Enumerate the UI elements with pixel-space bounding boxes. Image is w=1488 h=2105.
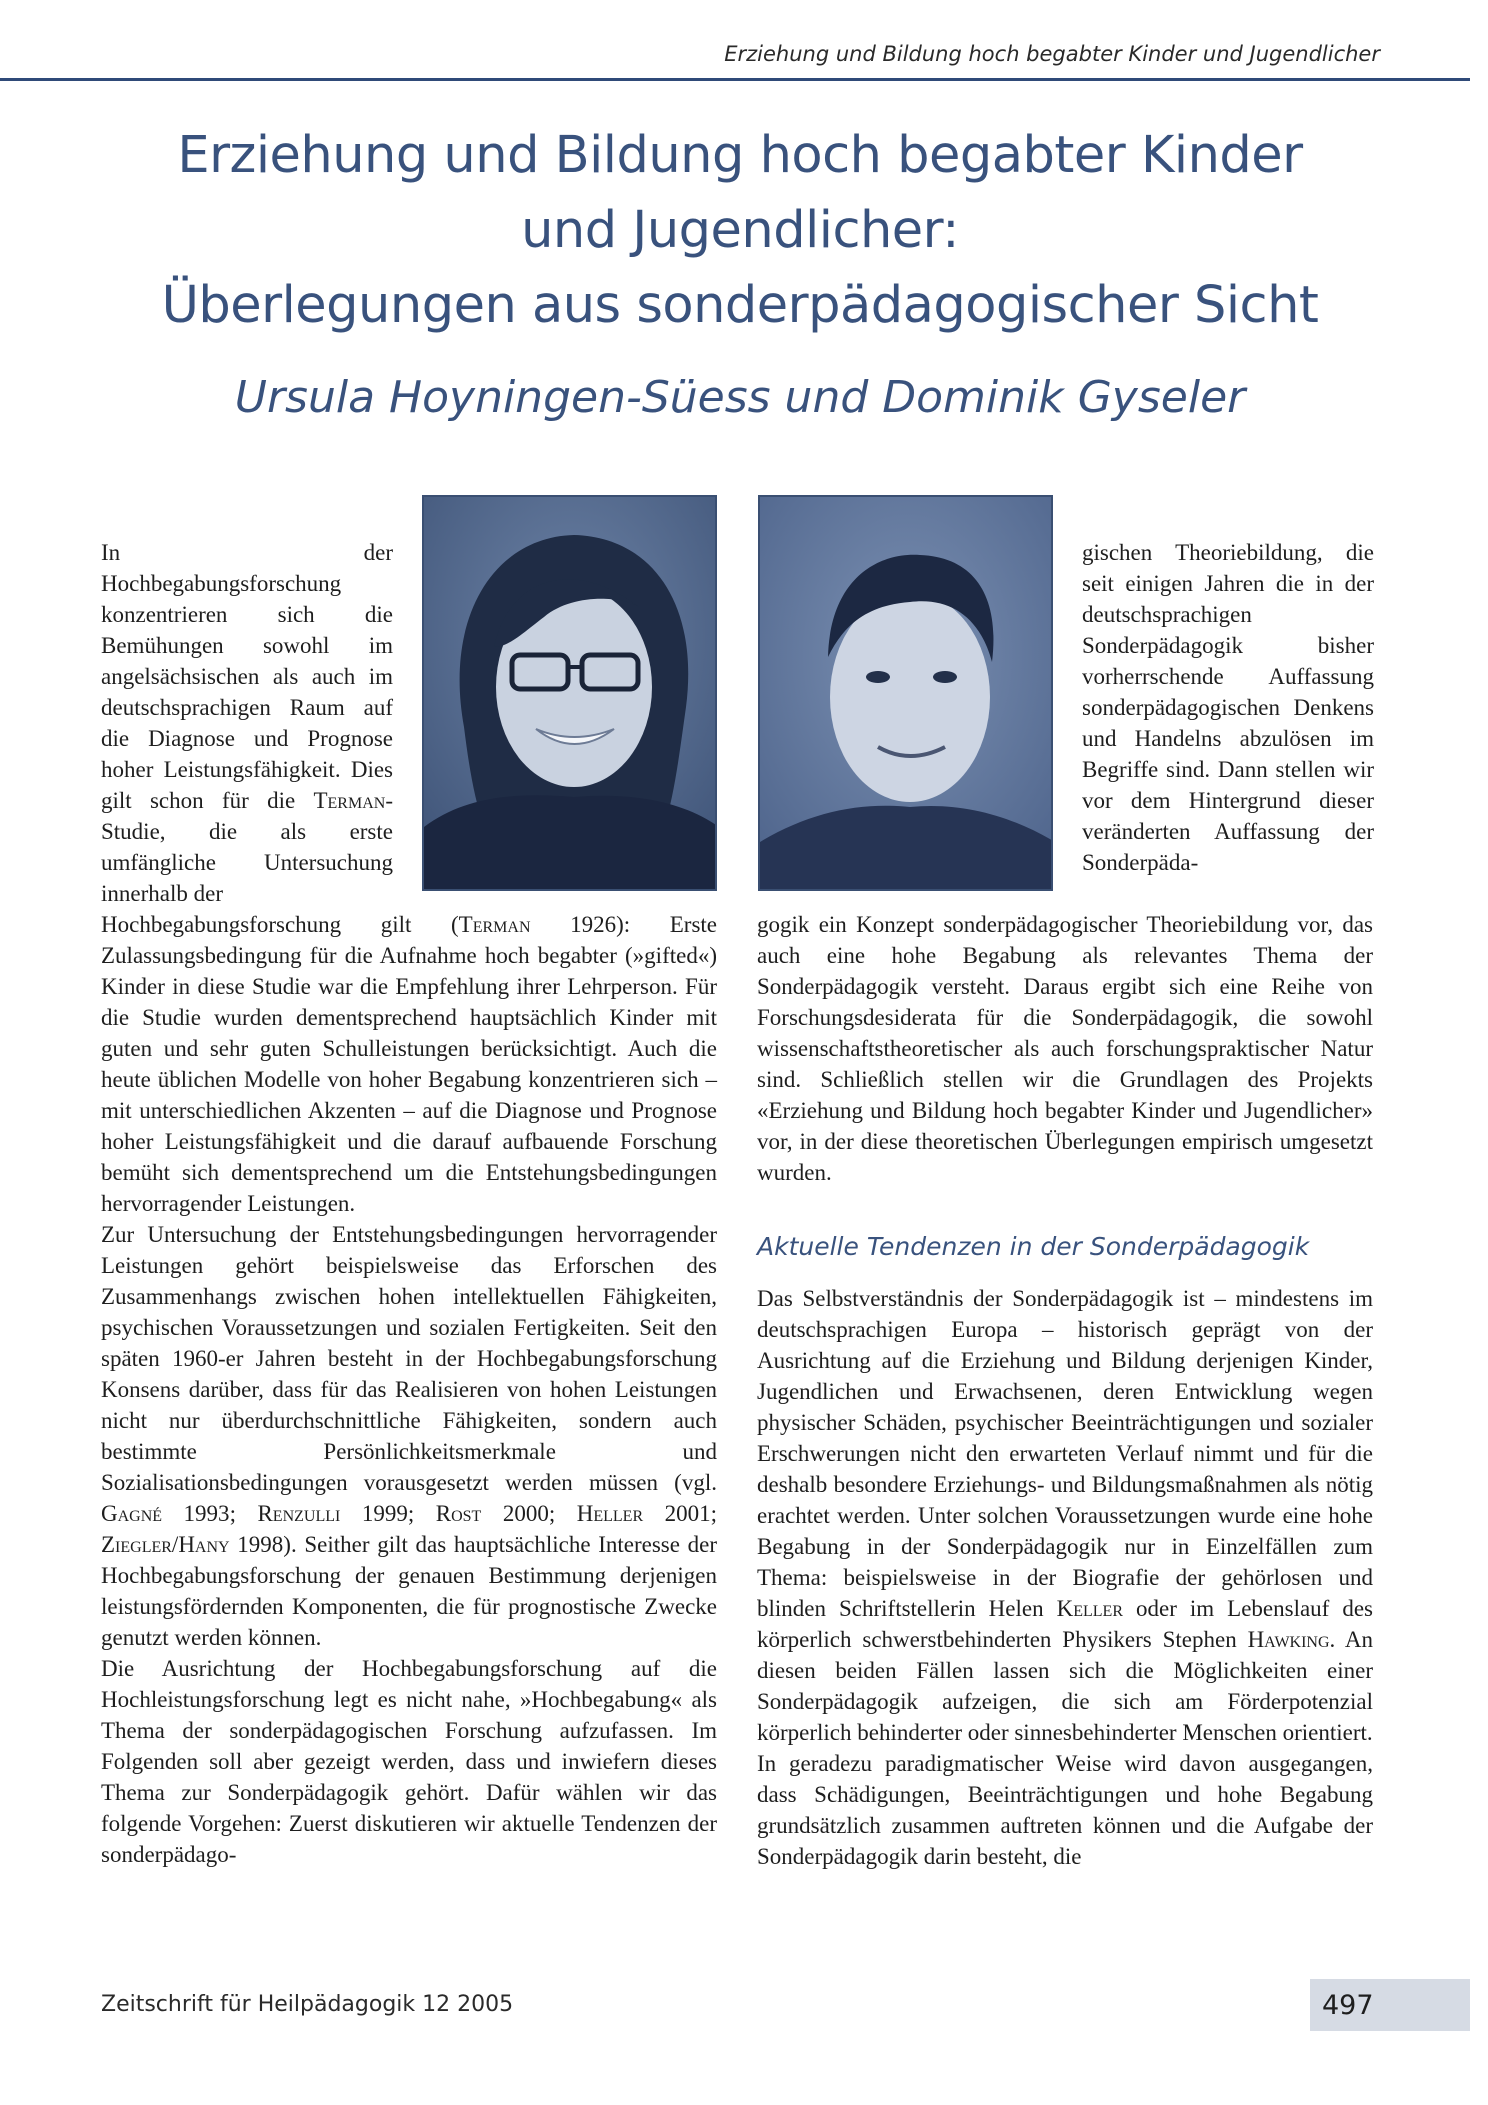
- section-body: [757, 1283, 1373, 1872]
- title-line: Erziehung und Bildung hoch begabter Kinder: [177, 126, 1303, 185]
- article-title: [60, 118, 1420, 343]
- author-photo-man: [758, 495, 1053, 891]
- title-line: und Jugendlicher:: [521, 201, 959, 260]
- citation: Gagné 1993: [101, 1501, 230, 1526]
- authors: Ursula Hoyningen-Süess und Dominik Gyseler: [234, 372, 1246, 423]
- citation: Heller 2001: [576, 1501, 711, 1526]
- section-heading: Aktuelle Tendenzen in der Sonderpädagogik: [757, 1232, 1310, 1261]
- header-rule: [0, 78, 1470, 81]
- name-reference: Hawking: [1247, 1627, 1330, 1652]
- text-segment: ). Seither gilt das hauptsächliche Interesse der Hochbegabungsforschung der genauen Bestimmung derjenigen leistungsfördernden Komponenten, die für prognostische Zwecke genutzt werden können.: [101, 1532, 718, 1650]
- portrait-woman-image: [424, 497, 717, 891]
- text-segment: -Studie, die als erste umfängliche Untersuchung innerhalb der: [101, 788, 393, 906]
- text-segment: ): Erste Zulassungsbedingung für die Aufnahme hoch begabter (»gifted«) Kinder in diese Studie war die Empfehlung ihrer Lehrperson. Für die Studie wurden dementsprechend hauptsächlich Kinder mit guten und sehr guten Schulleistungen berücksichtigt. Auch die heute üblichen Modelle von hoher Begabung konzentrieren sich – mit unterschiedlichen Akzenten – auf die Diagnose und Prognose hoher Leistungsfähigkeit und die darauf aufbauende Forschung bemüht sich dementsprechend um die Entstehungsbedingungen hervorragender Leistungen.: [101, 912, 717, 1216]
- intro-text-left-narrow: [101, 537, 393, 909]
- portrait-man-image: [760, 497, 1053, 891]
- author-reference: Terman: [313, 788, 386, 813]
- intro-text-left: [101, 909, 717, 1870]
- citation: Ziegler/Hany 1998: [101, 1532, 284, 1557]
- text-segment: . An diesen beiden Fällen lassen sich die Möglichkeiten einer Sonderpädagogik aufzeigen, die sich am Förderpotenzial körperlich behinderter oder sinnesbehinderter Menschen orientiert.: [757, 1627, 1374, 1745]
- name-reference: Keller: [1056, 1596, 1123, 1621]
- text-segment: Zur Untersuchung der Entstehungsbedingungen hervorragender Leistungen gehört beispielsweise das Erforschen des Zusammenhangs zwischen hohen intellektuellen Fähigkeiten, psychischen Voraussetzungen und sozialen Fertigkeiten. Seit den späten 1960-er Jahren besteht in der Hochbegabungsforschung Konsens darüber, dass für das Realisieren von hohen Leistungen nicht nur überdurchschnittliche Fähigkeiten, sondern auch bestimmte Persönlichkeitsmerkmale und Sozialisationsbedingungen vorausgesetzt werden müssen (vgl.: [101, 1222, 717, 1495]
- separator: ;: [229, 1501, 258, 1526]
- page-number: 497: [1322, 1990, 1374, 2021]
- intro-text-right: gogik ein Konzept sonderpädagogischer Theoriebildung vor, das auch eine hohe Begabung als relevantes Thema der Sonderpädagogik versteht. Daraus ergibt sich eine Reihe von Forschungsdesiderata für die Sonderpädagogik, die sowohl wissenschaftstheoretischer als auch forschungspraktischer Natur sind. Schließlich stellen wir die Grundlagen des Projekts «Erziehung und Bildung hoch begabter Kinder und Jugendlicher» vor, in der diese theoretischen Überlegungen empirisch umgesetzt wurden.: [757, 912, 1373, 1185]
- paragraph: In geradezu paradigmatischer Weise wird davon ausgegangen, dass Schädigungen, Beeinträchtigungen und hohe Begabung grundsätzlich zusammen auftreten können und die Aufgabe der Sonderpädagogik darin besteht, die: [757, 1751, 1373, 1869]
- text-segment: Hochbegabungsforschung gilt (: [101, 912, 459, 937]
- separator: ;: [407, 1501, 436, 1526]
- citation: Rost 2000: [435, 1501, 549, 1526]
- separator: ;: [548, 1501, 577, 1526]
- text-segment: oder im Lebenslauf des körperlich schwerstbehinderten Physikers Stephen: [757, 1596, 1373, 1652]
- intro-text-right-narrow: gischen Theoriebildung, die seit einigen Jahren die in der deutschsprachigen Sonderpädagogik bisher vorherrschende Auffassung sonderpädagogischen Denkens und Handelns abzulösen im Begriffe sind. Dann stellen wir vor dem Hintergrund dieser veränderten Auffassung der Sonderpäda-: [1082, 540, 1374, 875]
- journal-footer: Zeitschrift für Heilpädagogik 12 2005: [101, 1992, 514, 2017]
- running-head: Erziehung und Bildung hoch begabter Kinder und Jugendlicher: [724, 42, 1380, 66]
- paragraph: Die Ausrichtung der Hochbegabungsforschung auf die Hochleistungsforschung legt es nicht nahe, »Hochbegabung« als Thema der sonderpädagogischen Forschung aufzufassen. Im Folgenden soll aber gezeigt werden, dass und inwiefern dieses Thema zur Sonderpädagogik gehört. Dafür wählen wir das folgende Vorgehen: Zuerst diskutieren wir aktuelle Tendenzen der sonderpädago-: [101, 1656, 717, 1867]
- citation: Terman 1926: [458, 912, 617, 937]
- author-photo-woman: [422, 495, 717, 891]
- text-segment: Das Selbstverständnis der Sonderpädagogik ist – mindestens im deutschsprachigen Europa – historisch geprägt von der Ausrichtung auf die Erziehung und Bildung derjenigen Kinder, Jugendlichen und Erwachsenen, deren Entwicklung wegen physischer Schäden, psychischer Beeinträchtigungen und sozialer Erschwerungen nicht den erwarteten Verlauf nimmt und für die deshalb besondere Erziehungs- und Bildungsmaßnahmen als nötig erachtet werden. Unter solchen Voraussetzungen wurde eine hohe Begabung in der Sonderpädagogik nur in Einzelfällen zum Thema: beispielsweise in der Biografie der gehörlosen und blinden Schriftstellerin Helen: [757, 1286, 1373, 1621]
- separator: ;: [710, 1501, 718, 1526]
- text-segment: In der Hochbegabungsforschung konzentrieren sich die Bemühungen sowohl im angelsächsischen als auch im deutschsprachigen Raum auf die Diagnose und Prognose hoher Leistungsfähigkeit. Dies gilt schon für die: [101, 540, 393, 813]
- citation: Renzulli 1999: [257, 1501, 408, 1526]
- title-line: Überlegungen aus sonderpädagogischer Sicht: [161, 276, 1319, 335]
